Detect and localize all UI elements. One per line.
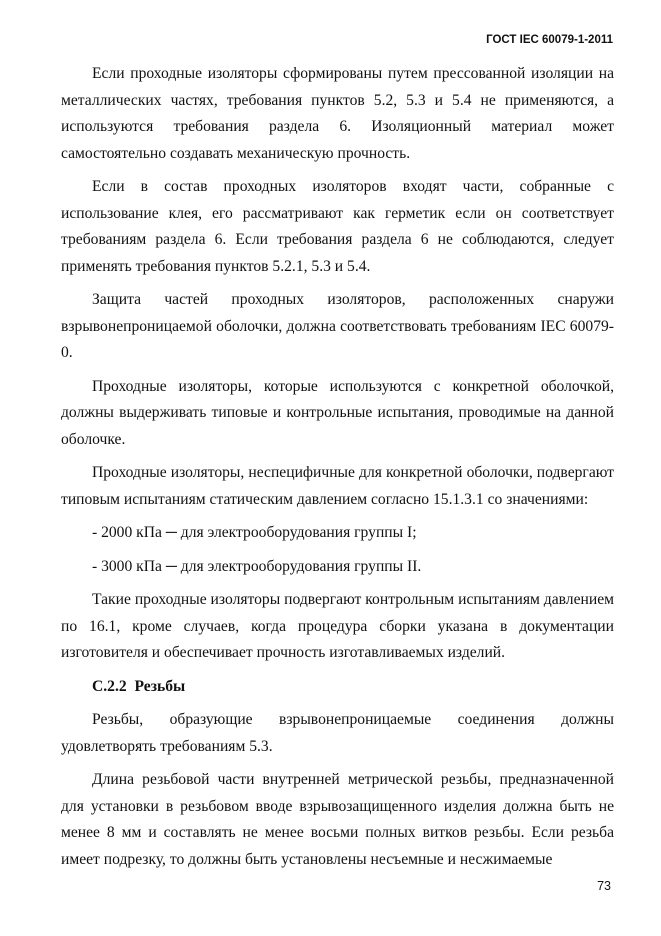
page-number: 73 — [597, 879, 611, 893]
page-body — [61, 61, 614, 880]
paragraph: Резьбы, образующие взрывонепроницаемые соединения должны удовлетворять требованиям 5.3. — [61, 711, 614, 755]
paragraph: Проходные изоляторы, неспецифичные для конкретной оболочки, подвергают типовым испытаниям статическим давлением согласно 15.1.3.1 со значениями: — [61, 464, 614, 508]
list-item: - 2000 кПа ─ для электрооборудования группы I; — [92, 524, 417, 541]
paragraph: Если проходные изоляторы сформированы путем прессованной изоляции на металлических частях, требования пунктов 5.2, 5.3 и 5.4 не применяются, а используются требования раздела 6. Изоляционный материал может самостоятельно создавать механическую прочность. — [61, 65, 614, 162]
section-title: Резьбы — [134, 677, 186, 695]
paragraph: Если в состав проходных изоляторов входят части, собранные с использование клея, его рассматривают как герметик если он соответствует требованиям раздела 6. Если требования раздела 6 не соблюдаются, следует применять требования пунктов 5.2.1, 5.3 и 5.4. — [61, 178, 614, 275]
section-heading — [61, 674, 614, 701]
list-item: - 3000 кПа ─ для электрооборудования группы II. — [92, 557, 422, 575]
section-number: С.2.2 — [92, 677, 127, 695]
paragraph: Проходные изоляторы, которые используются с конкретной оболочкой, должны выдерживать типовые и контрольные испытания, проводимые на данной оболочке. — [61, 377, 614, 448]
paragraph: Защита частей проходных изоляторов, расположенных снаружи взрывонепроницаемой оболочки, должна соответствовать требованиям IEC 60079-0. — [61, 291, 614, 361]
document-code-header: ГОСТ IEC 60079-1-2011 — [486, 34, 613, 46]
paragraph: Длина резьбовой части внутренней метрической резьбы, предназначенной для установки в резьбовом вводе взрывозащищенного изделия должна быть не менее 8 мм и составлять не менее восьми полных витков резьбы. Если резьба имеет подрезку, то должны быть установлены несъемные и несжимаемые — [61, 771, 614, 868]
paragraph: Такие проходные изоляторы подвергают контрольным испытаниям давлением по 16.1, кроме случаев, когда процедура сборки указана в документации изготовителя и обеспечивает прочность изготавливаемых изделий. — [61, 591, 614, 661]
